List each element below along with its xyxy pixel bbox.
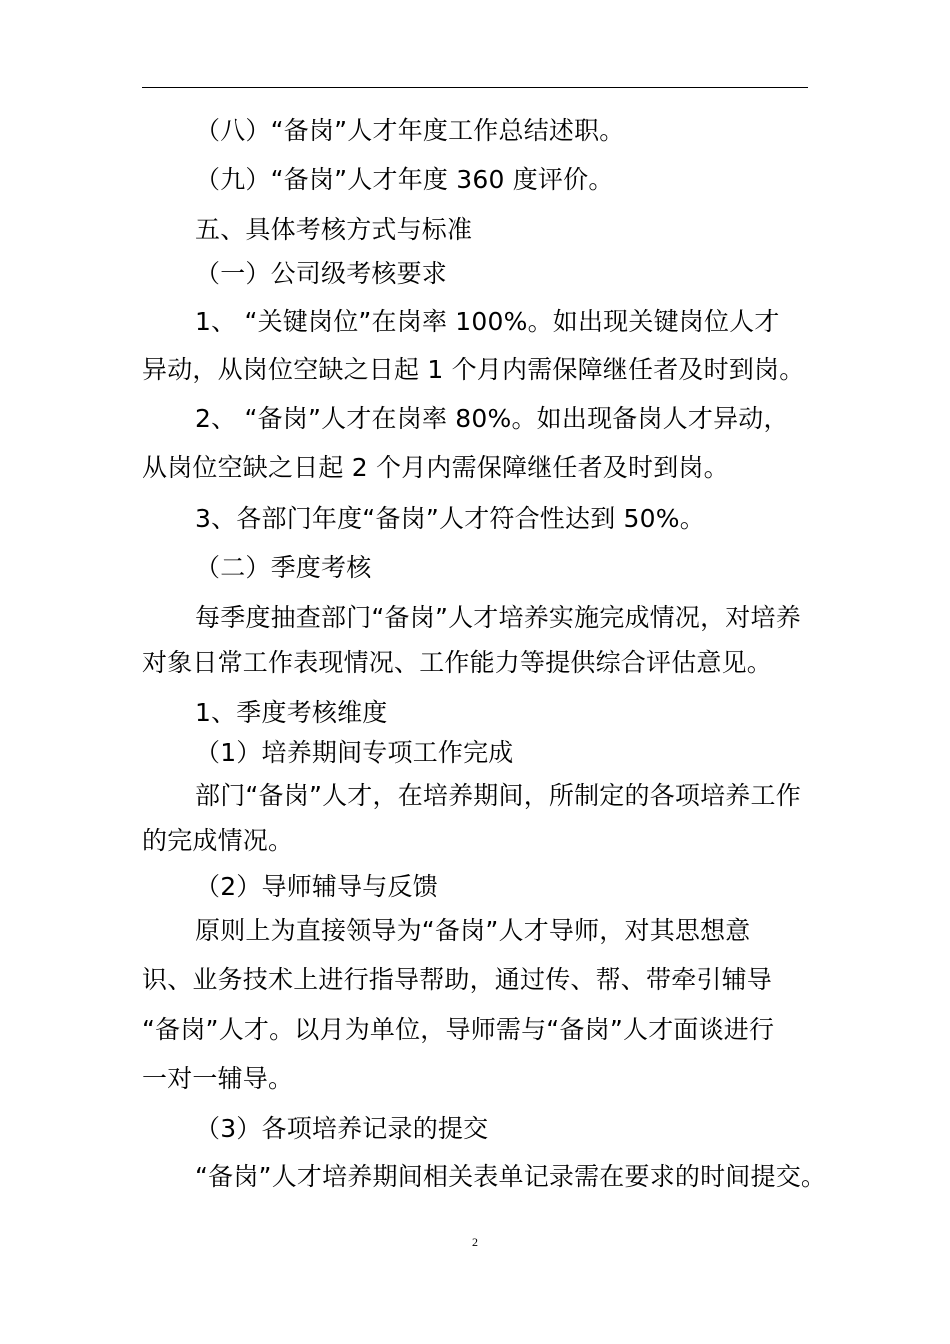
subsection-quarterly-heading: （二）季度考核 <box>195 553 372 582</box>
rule-1-line-2: 异动，从岗位空缺之日起 1 个月内需保障继任者及时到岗。 <box>142 355 805 384</box>
dimension-2-line-3: “备岗”人才。以月为单位，导师需与“备岗”人才面谈进行 <box>142 1015 775 1044</box>
header-rule <box>142 87 808 88</box>
quarterly-para-line-1: 每季度抽查部门“备岗”人才培养实施完成情况，对培养 <box>195 603 801 632</box>
dimension-2-heading: （2）导师辅导与反馈 <box>195 872 438 901</box>
rule-2-line-2: 从岗位空缺之日起 2 个月内需保障继任者及时到岗。 <box>142 453 729 482</box>
dimension-2-line-4: 一对一辅导。 <box>142 1064 294 1093</box>
subsection-company-heading: （一）公司级考核要求 <box>195 259 448 288</box>
item-nine: （九）“备岗”人才年度 360 度评价。 <box>195 165 614 194</box>
rule-1-line-1: 1、 “关键岗位”在岗率 100%。如出现关键岗位人才 <box>195 307 780 336</box>
dimension-2-line-1: 原则上为直接领导为“备岗”人才导师，对其思想意 <box>195 916 751 945</box>
dimension-3-heading: （3）各项培养记录的提交 <box>195 1114 489 1143</box>
item-eight: （八）“备岗”人才年度工作总结述职。 <box>195 116 625 145</box>
rule-2-line-1: 2、 “备岗”人才在岗率 80%。如出现备岗人才异动， <box>195 404 789 433</box>
page-number: 2 <box>472 1235 478 1249</box>
dimension-1-line-1: 部门“备岗”人才，在培养期间，所制定的各项培养工作 <box>195 781 801 810</box>
quarterly-dimension-heading: 1、季度考核维度 <box>195 698 388 727</box>
dimension-1-heading: （1）培养期间专项工作完成 <box>195 738 514 767</box>
rule-3: 3、各部门年度“备岗”人才符合性达到 50%。 <box>195 504 705 533</box>
quarterly-para-line-2: 对象日常工作表现情况、工作能力等提供综合评估意见。 <box>142 648 773 677</box>
dimension-3-line-1: “备岗”人才培养期间相关表单记录需在要求的时间提交。 <box>195 1162 827 1191</box>
dimension-1-line-2: 的完成情况。 <box>142 826 294 855</box>
section-five-heading: 五、具体考核方式与标准 <box>195 215 473 244</box>
dimension-2-line-2: 识、业务技术上进行指导帮助，通过传、帮、带牵引辅导 <box>142 965 773 994</box>
